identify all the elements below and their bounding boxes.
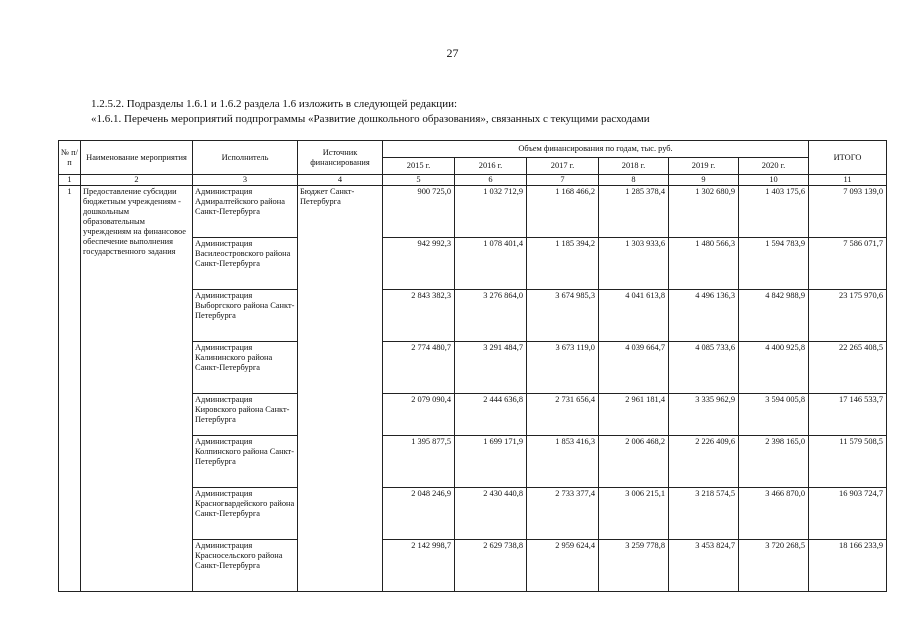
column-number: 8 (599, 175, 669, 186)
value-cell: 3 720 268,5 (739, 540, 809, 592)
value-cell: 1 303 933,6 (599, 238, 669, 290)
header-source: Источник финансирования (298, 141, 383, 175)
value-cell: 2 006 468,2 (599, 436, 669, 488)
value-cell: 2 079 090,4 (383, 394, 455, 436)
header-year: 2017 г. (527, 158, 599, 175)
executor-cell: Администрация Красногвардейского района Санкт-Петербурга (193, 488, 298, 540)
value-cell: 4 085 733,6 (669, 342, 739, 394)
total-cell: 7 093 139,0 (809, 186, 887, 238)
executor-cell: Администрация Калининского района Санкт-Петербурга (193, 342, 298, 394)
value-cell: 4 041 613,8 (599, 290, 669, 342)
executor-cell: Администрация Колпинского района Санкт-Петербурга (193, 436, 298, 488)
value-cell: 3 594 005,8 (739, 394, 809, 436)
column-number: 6 (455, 175, 527, 186)
value-cell: 2 629 738,8 (455, 540, 527, 592)
header-year: 2015 г. (383, 158, 455, 175)
value-cell: 1 853 416,3 (527, 436, 599, 488)
executor-cell: Администрация Красносельского района Санкт-Петербурга (193, 540, 298, 592)
column-number: 9 (669, 175, 739, 186)
total-cell: 17 146 533,7 (809, 394, 887, 436)
column-number: 11 (809, 175, 887, 186)
value-cell: 3 006 215,1 (599, 488, 669, 540)
header-year: 2016 г. (455, 158, 527, 175)
value-cell: 2 048 246,9 (383, 488, 455, 540)
value-cell: 1 480 566,3 (669, 238, 739, 290)
total-cell: 18 166 233,9 (809, 540, 887, 592)
header-year: 2020 г. (739, 158, 809, 175)
executor-cell: Администрация Василеостровского района Санкт-Петербурга (193, 238, 298, 290)
total-cell: 16 903 724,7 (809, 488, 887, 540)
header-activity: Наименование мероприятия (81, 141, 193, 175)
value-cell: 1 395 877,5 (383, 436, 455, 488)
value-cell: 1 032 712,9 (455, 186, 527, 238)
column-number: 3 (193, 175, 298, 186)
value-cell: 3 218 574,5 (669, 488, 739, 540)
value-cell: 1 285 378,4 (599, 186, 669, 238)
column-number: 1 (59, 175, 81, 186)
table-row (59, 186, 887, 238)
total-cell: 7 586 071,7 (809, 238, 887, 290)
value-cell: 2 774 480,7 (383, 342, 455, 394)
value-cell: 942 992,3 (383, 238, 455, 290)
column-number: 10 (739, 175, 809, 186)
header-year: 2018 г. (599, 158, 669, 175)
column-number: 2 (81, 175, 193, 186)
activity-name: Предоставление субсидии бюджетным учреждениям - дошкольным образовательным учреждениям на финансовое обеспечение выполнения государственного задания (81, 186, 193, 592)
value-cell: 3 259 778,8 (599, 540, 669, 592)
column-number: 4 (298, 175, 383, 186)
value-cell: 3 453 824,7 (669, 540, 739, 592)
value-cell: 2 731 656,4 (527, 394, 599, 436)
total-cell: 22 265 408,5 (809, 342, 887, 394)
header-num: № п/п (59, 141, 81, 175)
total-cell: 11 579 508,5 (809, 436, 887, 488)
executor-cell: Администрация Кировского района Санкт-Петербурга (193, 394, 298, 436)
value-cell: 2 142 998,7 (383, 540, 455, 592)
executor-cell: Администрация Адмиралтейского района Санкт-Петербурга (193, 186, 298, 238)
financing-table (58, 140, 887, 592)
value-cell: 1 185 394,2 (527, 238, 599, 290)
financing-source: Бюджет Санкт-Петербурга (298, 186, 383, 592)
value-cell: 2 843 382,3 (383, 290, 455, 342)
value-cell: 1 078 401,4 (455, 238, 527, 290)
value-cell: 2 961 181,4 (599, 394, 669, 436)
value-cell: 2 733 377,4 (527, 488, 599, 540)
header-total: ИТОГО (809, 141, 887, 175)
value-cell: 1 699 171,9 (455, 436, 527, 488)
total-cell: 23 175 970,6 (809, 290, 887, 342)
value-cell: 3 291 484,7 (455, 342, 527, 394)
value-cell: 4 039 664,7 (599, 342, 669, 394)
page-number: 27 (446, 46, 459, 60)
intro-line-1: 1.2.5.2. Подразделы 1.6.1 и 1.6.2 раздела 1.6 изложить в следующей редакции: (91, 98, 458, 110)
value-cell: 2 959 624,4 (527, 540, 599, 592)
value-cell: 4 842 988,9 (739, 290, 809, 342)
value-cell: 900 725,0 (383, 186, 455, 238)
value-cell: 1 594 783,9 (739, 238, 809, 290)
value-cell: 2 398 165,0 (739, 436, 809, 488)
value-cell: 1 403 175,6 (739, 186, 809, 238)
value-cell: 3 276 864,0 (455, 290, 527, 342)
value-cell: 4 400 925,8 (739, 342, 809, 394)
value-cell: 1 302 680,9 (669, 186, 739, 238)
value-cell: 3 335 962,9 (669, 394, 739, 436)
value-cell: 2 226 409,6 (669, 436, 739, 488)
intro-line-2: «1.6.1. Перечень мероприятий подпрограммы «Развитие дошкольного образования», связанных с текущими расходами (91, 113, 650, 125)
header-volume: Объем финансирования по годам, тыс. руб. (383, 141, 809, 158)
value-cell: 1 168 466,2 (527, 186, 599, 238)
header-year: 2019 г. (669, 158, 739, 175)
column-number: 5 (383, 175, 455, 186)
value-cell: 3 466 870,0 (739, 488, 809, 540)
executor-cell: Администрация Выборгского района Санкт-Петербурга (193, 290, 298, 342)
value-cell: 3 674 985,3 (527, 290, 599, 342)
value-cell: 3 673 119,0 (527, 342, 599, 394)
row-number: 1 (59, 186, 81, 592)
value-cell: 2 444 636,8 (455, 394, 527, 436)
column-number: 7 (527, 175, 599, 186)
header-executor: Исполнитель (193, 141, 298, 175)
value-cell: 4 496 136,3 (669, 290, 739, 342)
value-cell: 2 430 440,8 (455, 488, 527, 540)
